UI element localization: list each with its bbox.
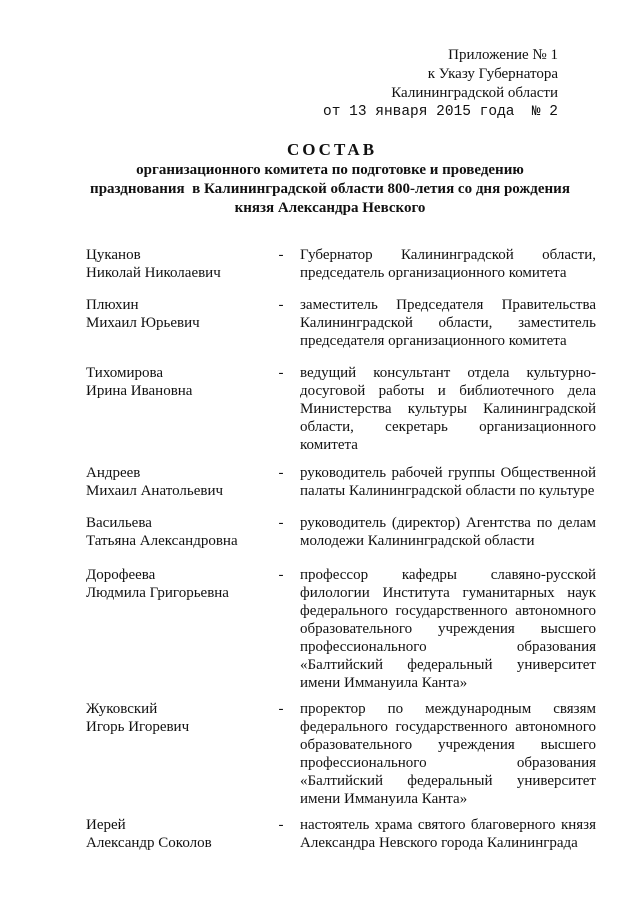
member-given-name: Михаил Анатольевич xyxy=(86,483,224,499)
member-surname: Дорофеева xyxy=(86,567,156,583)
member-given-name: Николай Николаевич xyxy=(86,265,221,281)
document-title: СОСТАВ xyxy=(286,140,378,159)
member-given-name: Игорь Игоревич xyxy=(86,719,190,735)
member-given-name: Александр Соколов xyxy=(86,835,212,851)
member-position: руководитель рабочей группы Общественной палаты Калининградской области по культуре xyxy=(300,465,596,499)
member-position: профессор кафедры славяно-русской филологии Института гуманитарных наук федерального государственного автономного образовательного учреждения высшего профессионального образования «Балтийский федеральный университет имени Иммануила Канта» xyxy=(300,567,596,691)
member-position: ведущий консультант отдела культурно-досуговой работы и библиотечного дела Министерства культуры Калининградской области, секретарь организационного комитета xyxy=(300,365,596,453)
member-surname: Андреев xyxy=(86,465,141,481)
member-surname: Тихомирова xyxy=(86,365,164,381)
appendix-date-line: от 13 января 2015 года № 2 xyxy=(323,104,558,120)
member-position: Губернатор Калининградской области, председатель организационного комитета xyxy=(300,247,596,281)
subtitle-line-3: князя Александра Невского xyxy=(234,200,426,216)
member-dash: - xyxy=(278,297,284,313)
member-dash: - xyxy=(278,365,284,381)
member-surname: Плюхин xyxy=(86,297,139,313)
member-dash: - xyxy=(278,567,284,583)
member-name xyxy=(86,364,271,400)
subtitle-line-2: празднования в Калининградской области 800-летия со дня рождения xyxy=(90,181,570,197)
member-name xyxy=(86,464,271,500)
member-surname: Жуковский xyxy=(86,701,158,717)
member-dash: - xyxy=(278,465,284,481)
member-position: настоятель храма святого благоверного князя Александра Невского города Калининграда xyxy=(300,817,596,851)
appendix-line-1: Приложение № 1 xyxy=(448,47,558,63)
member-dash: - xyxy=(278,701,284,717)
member-name xyxy=(86,566,271,602)
member-surname: Иерей xyxy=(86,817,126,833)
member-name xyxy=(86,514,271,550)
appendix-line-3: Калининградской области xyxy=(391,85,558,101)
member-surname: Цуканов xyxy=(86,247,141,263)
appendix-header xyxy=(300,46,558,122)
document-subtitle xyxy=(80,161,580,218)
member-name xyxy=(86,816,271,852)
member-name xyxy=(86,246,271,282)
member-given-name: Татьяна Александровна xyxy=(86,533,238,549)
member-name xyxy=(86,700,271,736)
member-dash: - xyxy=(278,247,284,263)
member-position: заместитель Председателя Правительства Калининградской области, заместитель председателя организационного комитета xyxy=(300,297,596,349)
member-position: проректор по международным связям федерального государственного автономного образовательного учреждения высшего профессионального образования «Балтийский федеральный университет имени Иммануила Канта» xyxy=(300,701,596,807)
member-surname: Васильева xyxy=(86,515,152,531)
appendix-line-2: к Указу Губернатора xyxy=(427,66,558,82)
member-given-name: Михаил Юрьевич xyxy=(86,315,200,331)
member-dash: - xyxy=(278,515,284,531)
member-name xyxy=(86,296,271,332)
member-given-name: Ирина Ивановна xyxy=(86,383,193,399)
member-dash: - xyxy=(278,817,284,833)
member-position: руководитель (директор) Агентства по делам молодежи Калининградской области xyxy=(300,515,596,549)
member-given-name: Людмила Григорьевна xyxy=(86,585,229,601)
subtitle-line-1: организационного комитета по подготовке и проведению xyxy=(136,162,524,178)
